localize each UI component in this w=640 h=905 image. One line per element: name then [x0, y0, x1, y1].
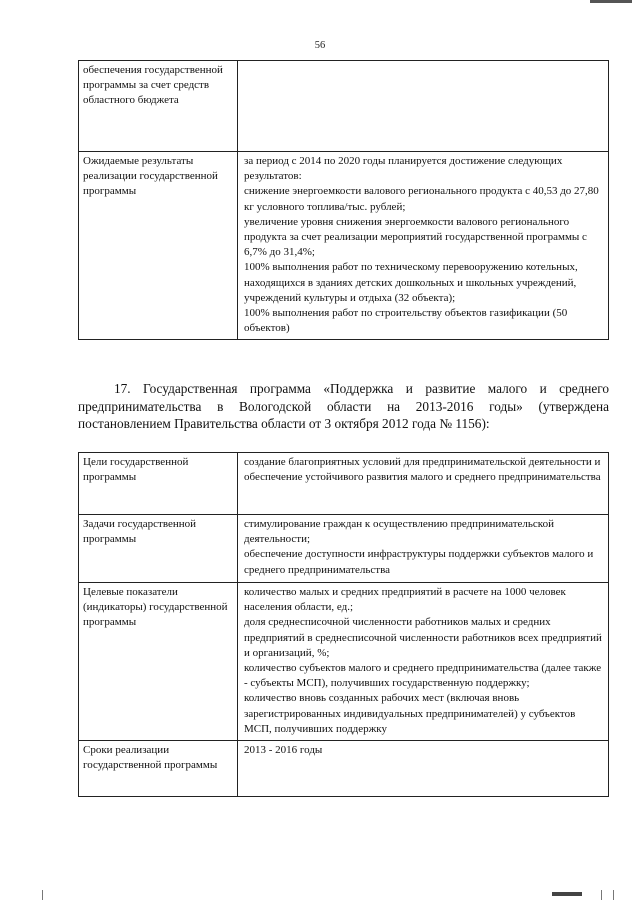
row-label: Ожидаемые результаты реализации государственной программы: [79, 152, 238, 340]
value-paragraph: 100% выполнения работ по строительству объектов газификации (50 объектов): [244, 307, 568, 335]
scan-mark: [590, 0, 632, 3]
table-row: [79, 583, 609, 741]
program-table-17: [78, 452, 609, 797]
table-row: [79, 152, 609, 340]
value-paragraph: 100% выполнения работ по техническому перевооружению котельных, находящихся в зданиях детских дошкольных и школьных учреждений, учреждений культуры и отдыха (32 объекта);: [244, 261, 578, 304]
row-value: [238, 741, 609, 797]
scan-mark: [601, 890, 602, 900]
row-value: [238, 453, 609, 515]
value-paragraph: снижение энергоемкости валового регионального продукта с 40,53 до 27,80 кг условного топлива/тыс. рублей;: [244, 185, 599, 213]
row-label: Целевые показатели (индикаторы) государственной программы: [79, 583, 238, 741]
table-row: [79, 61, 609, 152]
row-label: Задачи государственной программы: [79, 515, 238, 583]
value-paragraph: доля среднесписочной численности работников малых и средних предприятий в среднесписочной численности работников всех предприятий и организаций, %;: [244, 616, 602, 659]
row-label: Цели государственной программы: [79, 453, 238, 515]
value-paragraph: обеспечение доступности инфраструктуры поддержки субъектов малого и среднего предпринимательства: [244, 548, 594, 576]
value-paragraph: количество субъектов малого и среднего предпринимательства (далее также - субъекты МСП), получивших государственную поддержку;: [244, 662, 602, 690]
scan-mark: [552, 892, 582, 896]
table-row: [79, 741, 609, 797]
table-row: [79, 515, 609, 583]
value-paragraph: 2013 - 2016 годы: [244, 744, 323, 757]
value-paragraph: количество малых и средних предприятий в расчете на 1000 человек населения области, ед.;: [244, 586, 566, 614]
program-table-previous: [78, 60, 609, 340]
value-paragraph: количество вновь созданных рабочих мест (включая вновь зарегистрированных индивидуальных предпринимателей) у субъектов МСП, получивших поддержку: [244, 692, 576, 735]
row-label: Сроки реализации государственной программы: [79, 741, 238, 797]
value-paragraph: увеличение уровня снижения энергоемкости валового регионального продукта за счет реализации мероприятий государственной программы с 6,7% до 31,4%;: [244, 215, 587, 259]
value-paragraph: стимулирование граждан к осуществлению предпринимательской деятельности;: [244, 518, 554, 546]
page-number: 56: [314, 40, 326, 51]
row-value: [238, 152, 609, 340]
table-row: [79, 453, 609, 515]
row-value: [238, 61, 609, 152]
scan-mark: [42, 890, 43, 900]
section-heading: 17. Государственная программа «Поддержка и развитие малого и среднего предпринимательства в Вологодской области на 2013-2016 годы» (утверждена постановлением Правительства области от 3 октября 2012 года № 1156):: [78, 381, 609, 431]
row-label: обеспечения государственной программы за счет средств областного бюджета: [79, 61, 238, 152]
scan-mark: [613, 890, 614, 900]
row-value: [238, 515, 609, 583]
row-value: [238, 583, 609, 741]
value-paragraph: за период с 2014 по 2020 годы планируется достижение следующих результатов:: [244, 155, 563, 183]
value-paragraph: создание благоприятных условий для предпринимательской деятельности и обеспечение устойчивого развития малого и среднего предпринимательства: [244, 456, 601, 484]
